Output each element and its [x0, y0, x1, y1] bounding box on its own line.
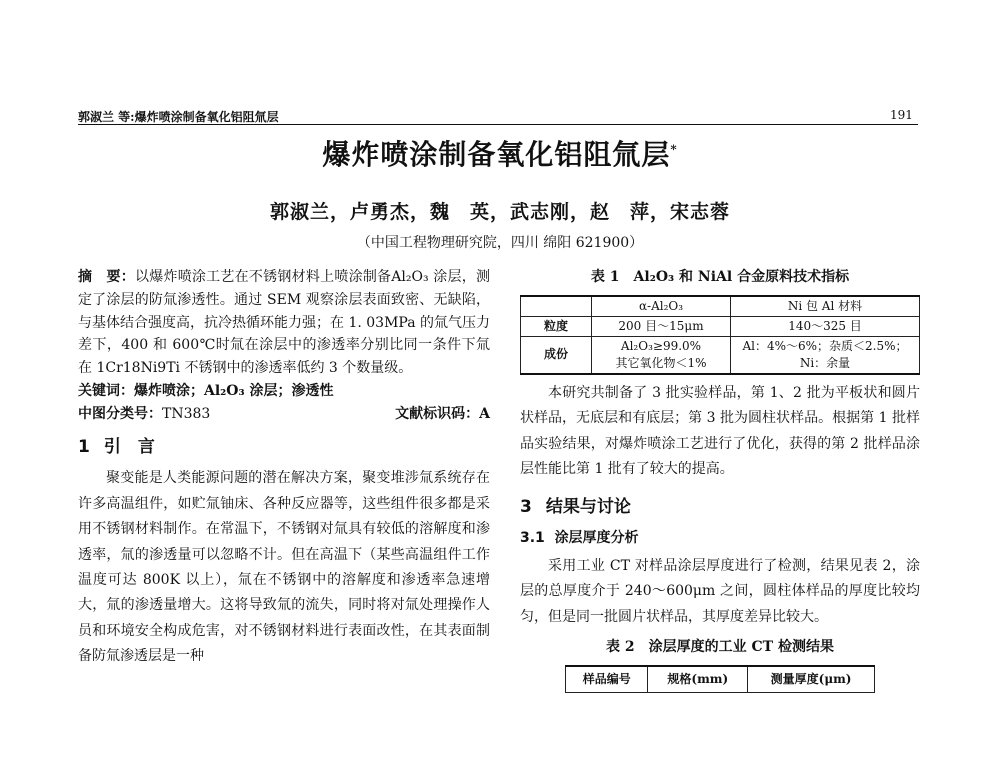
keywords-label: 关键词： [78, 382, 134, 399]
table-row [521, 296, 920, 317]
table-row [566, 666, 875, 692]
table-row-header: 粒度 [521, 316, 592, 336]
page-number: 191 [890, 108, 913, 122]
table2 [565, 665, 875, 693]
table-header-cell: 测量厚度(μm) [748, 666, 875, 692]
section-number: 1 [78, 436, 90, 457]
table-row [521, 336, 920, 374]
abstract-text: 以爆炸喷涂工艺在不锈钢材料上喷涂制备Al₂O₃ 涂层，测定了涂层的防氚渗透性。通过 SEM 观察涂层表面致密、无缺陷，与基体结合强度高，抗冷热循环能力强；在 1. 03MPa 的氚气压力差下，400 和 600℃时氚在涂层中的渗透率分别比同一条件下氚在 1Cr18Ni9Ti 不锈钢中的渗透率低约 3 个数量级。 [78, 269, 490, 377]
author-list: 郭淑兰，卢勇杰，魏 英，武志刚，赵 萍，宋志蓉 [269, 201, 730, 223]
table-cell-line: Ni：余量 [799, 355, 851, 370]
table-cell: α-Al₂O₃ [592, 296, 731, 317]
abstract [78, 266, 490, 380]
table-cell-line: Al₂O₃≥99.0% [620, 338, 702, 353]
right-column [520, 266, 920, 693]
clc-code: TN383 [162, 405, 211, 422]
table-header-cell: 规格(mm) [648, 666, 748, 692]
table1-caption: 表 1 Al₂O₃ 和 NiAl 合金原料技术指标 [590, 269, 850, 285]
thickness-paragraph: 采用工业 CT 对样品涂层厚度进行了检测，结果见表 2，涂层的总厚度介于 240～600μm 之间，圆柱体样品的厚度比较均匀，但是同一批圆片状样品，其厚度差异比较大。 [520, 558, 920, 625]
table-row [521, 316, 920, 336]
section-heading-results [520, 496, 920, 519]
table-cell-line: Al：4%～6%；杂质＜2.5%； [742, 338, 908, 353]
title-footnote-mark: * [670, 142, 678, 157]
subsection-heading-thickness [520, 527, 920, 550]
table1 [520, 295, 920, 375]
paper-title-text: 爆炸喷涂制备氧化铝阻氚层 [322, 138, 671, 171]
section-title: 引 言 [103, 436, 155, 457]
table-cell-line: 其它氧化物＜1% [615, 355, 707, 370]
methods-paragraph: 本研究共制备了 3 批实验样品，第 1、2 批为平板状和圆片状样品，无底层和有底层；第 3 批为圆柱状样品。根据第 1 批样品实验结果，对爆炸喷涂工艺进行了优化，获得的第 2 批样品涂层性能比第 1 批有了较大的提高。 [520, 384, 920, 478]
running-header-author: 郭淑兰 等:爆炸喷涂制备氧化铝阻氚层 [78, 110, 279, 124]
classification-line [78, 403, 490, 426]
abstract-label: 摘 要： [78, 269, 135, 285]
keywords [78, 380, 490, 403]
table-cell [731, 336, 920, 374]
subsection-number: 3.1 [520, 530, 545, 547]
introduction-paragraph: 聚变能是人类能源问题的潜在解决方案，聚变堆涉氚系统存在许多高温组件，如贮氚铀床、各种反应器等，这些组件很多都是采用不锈钢材料制作。在常温下，不锈钢对氚具有较低的溶解度和渗透率，氚的渗透量可以忽略不计。但在高温下（某些高温组件工作温度可达 800K 以上），氚在不锈钢中的溶解度和渗透率急速增大，氚的渗透量增大。这将导致氚的流失，同时将对氚处理操作人员和环境安全构成危害，对不锈钢材料进行表面改性，在其表面制备防氚渗透层是一种 [78, 470, 490, 665]
table-cell: Ni 包 Al 材料 [731, 296, 920, 317]
section-number: 3 [520, 497, 532, 518]
document-code: 文献标识码：A [395, 405, 490, 422]
header-rule [78, 124, 918, 125]
table-header-cell: 样品编号 [566, 666, 648, 692]
table-row-header: 成份 [521, 336, 592, 374]
paper-title [0, 133, 1000, 173]
section-title: 结果与讨论 [545, 497, 631, 518]
table-cell: 140～325 目 [731, 316, 920, 336]
section-heading-introduction [78, 436, 490, 459]
subsection-title: 涂层厚度分析 [554, 530, 639, 547]
affiliation: （中国工程物理研究院，四川 绵阳 621900） [356, 235, 644, 251]
left-column [78, 266, 490, 670]
table-cell: 200 目～15μm [592, 316, 731, 336]
table-cell [592, 336, 731, 374]
keywords-text: 爆炸喷涂；Al₂O₃ 涂层；渗透性 [134, 382, 334, 399]
table2-caption: 表 2 涂层厚度的工业 CT 检测结果 [606, 639, 834, 656]
clc-label: 中图分类号： [78, 405, 162, 422]
